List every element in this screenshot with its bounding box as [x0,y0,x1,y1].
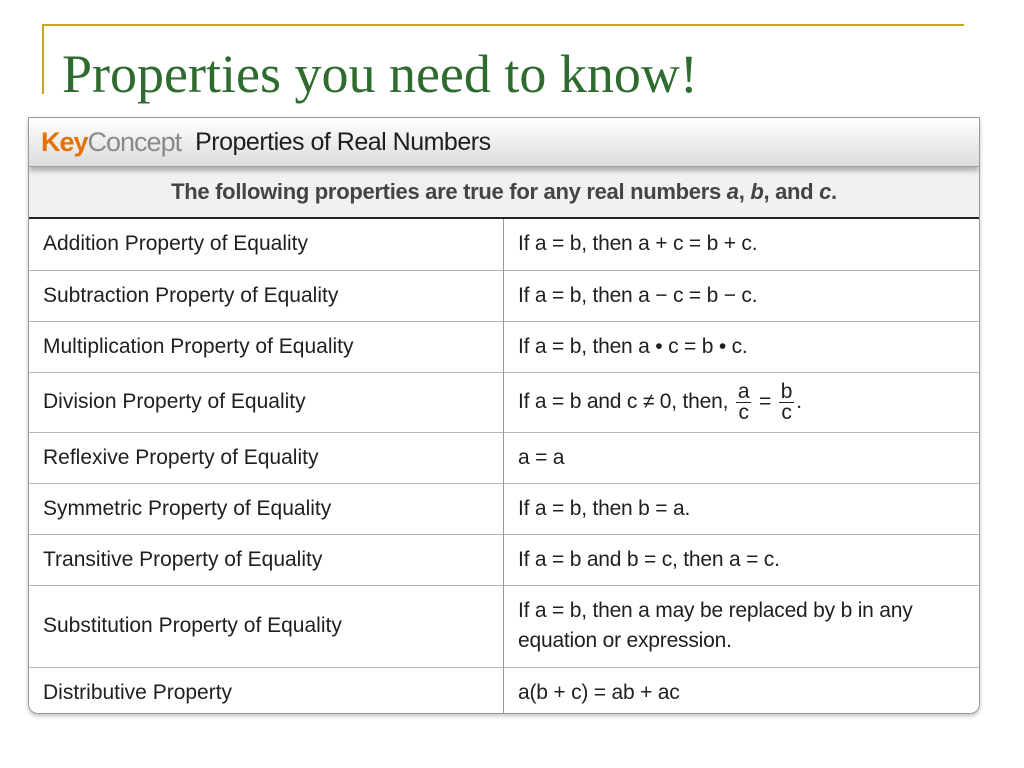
property-rule: If a = b, then a may be replaced by b in any [518,599,913,622]
title-accent-line [42,24,964,26]
intro-statement [29,167,979,219]
property-rule-substitution [504,585,980,667]
intro-var-c: c [819,179,832,204]
table-row [29,483,979,534]
property-name: Substitution Property of Equality [29,585,504,667]
property-name: Addition Property of Equality [29,219,504,270]
property-name: Symmetric Property of Equality [29,483,504,534]
key-concept-card [28,117,980,714]
slide-title: Properties you need to know! [62,44,698,104]
intro-sep: , and [763,179,820,204]
property-name: Reflexive Property of Equality [29,432,504,483]
table-row [29,667,979,714]
table-row [29,534,979,585]
table-row [29,219,979,270]
fraction-equals: = [759,389,772,413]
properties-table [29,219,979,714]
table-row [29,270,979,321]
property-rule: a(b + c) = ab + ac [504,667,980,714]
property-rule: a = a [504,432,980,483]
property-rule: If a = b and b = c, then a = c. [504,534,980,585]
property-rule: If a = b, then a + c = b + c. [518,232,758,256]
intro-suffix: . [831,179,837,204]
fraction-a-over-c [736,379,751,424]
property-rule-division [504,372,980,432]
property-name: Division Property of Equality [29,372,504,432]
fraction-denominator: c [781,400,792,424]
fraction-denominator: c [738,400,749,424]
property-name: Multiplication Property of Equality [29,321,504,372]
property-rule: If a = b, then a − c = b − c. [504,270,980,321]
fraction-numerator: b [780,379,793,403]
property-rule: If a = b, then b = a. [504,483,980,534]
title-accent-bar [42,24,44,94]
fraction-period: . [796,389,802,413]
key-concept-badge-concept: Concept [87,126,182,157]
intro-text: The following properties are true for any real numbers [171,179,727,204]
key-concept-header [29,118,979,167]
fraction-numerator: a [737,379,750,403]
key-concept-title: Properties of Real Numbers [195,127,491,156]
property-rule: If a = b and c ≠ 0, then, [518,389,729,413]
intro-var-b: b [750,179,764,204]
intro-var-a: a [726,179,739,204]
property-name: Distributive Property [29,667,504,714]
property-rule: If a = b, then a • c = b • c. [504,321,980,372]
intro-sep: , [738,179,751,204]
fraction-b-over-c [779,379,794,424]
table-row [29,432,979,483]
table-row [29,321,979,372]
key-concept-badge-key: Key [41,126,88,157]
table-row [29,372,979,432]
property-name: Transitive Property of Equality [29,534,504,585]
table-row [29,585,979,667]
property-rule-line2: equation or expression. [518,629,732,652]
property-name: Subtraction Property of Equality [29,270,504,321]
